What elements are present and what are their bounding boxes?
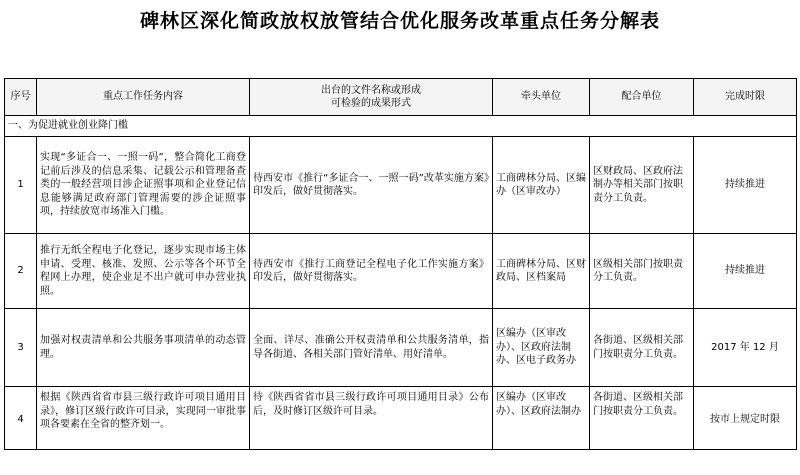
row-cooperate: 各街道、区级相关部门按职责分工负责。 [590,387,694,450]
table-row [5,234,797,309]
row-lead: 工商碑林分局、区编办（区审改办） [493,137,590,234]
row-lead: 区编办（区审改办）、区政府法制办 [493,387,590,450]
row-task: 加强对权责清单和公共服务事项清单的动态管理。 [37,309,250,387]
row-index: 4 [5,387,37,450]
header-row [5,79,797,116]
header-lead: 牵头单位 [493,79,590,116]
row-lead: 工商碑林分局、区财政局、区档案局 [493,234,590,309]
row-deadline: 按市上规定时限 [694,387,797,450]
row-document: 待西安市《推行工商登记全程电子化工作实施方案》印发后，做好贯彻落实。 [250,234,493,309]
row-index: 2 [5,234,37,309]
row-cooperate: 区财政局、区政府法制办等相关部门按职责分工负责。 [590,137,694,234]
row-document: 待《陕西省省市县三级行政许可项目通用目录》公布后，及时修订区级许可目录。 [250,387,493,450]
row-cooperate: 各街道、区级相关部门按职责分工负责。 [590,309,694,387]
row-task: 实现“多证合一、一照一码”，整合简化工商登记前后涉及的信息采集、记载公示和管理备查类的一般经营项目涉企证照事项和企业登记信息能够满足政府部门管理需要的涉企证照事项，持续放宽市场准入门槛。 [37,137,250,234]
row-deadline: 持续推进 [694,234,797,309]
row-deadline: 持续推进 [694,137,797,234]
row-cooperate: 区级相关部门按职责分工负责。 [590,234,694,309]
row-deadline: 2017 年 12 月 [694,309,797,387]
header-index: 序号 [5,79,37,116]
table-row [5,137,797,234]
header-document: 出台的文件名称或形成 可检验的成果形式 [250,79,493,116]
header-task: 重点工作任务内容 [37,79,250,116]
row-index: 1 [5,137,37,234]
row-index: 3 [5,309,37,387]
row-document: 待西安市《推行“多证合一、一照一码”改革实施方案》印发后，做好贯彻落实。 [250,137,493,234]
row-task: 推行无纸全程电子化登记，逐步实现市场主体申请、受理、核准、发照、公示等各个环节全程网上办理，使企业足不出户就可申办营业执照。 [37,234,250,309]
header-deadline: 完成时限 [694,79,797,116]
header-cooperate: 配合单位 [590,79,694,116]
table-row [5,309,797,387]
row-task: 根据《陕西省省市县三级行政许可项目通用目录》，修订区级行政许可目录，实现同一审批事项各要素在全省的整齐划一。 [37,387,250,450]
task-table [4,78,797,450]
row-lead: 区编办（区审改办）、区政府法制办、区电子政务办 [493,309,590,387]
document-title: 碑林区深化简政放权放管结合优化服务改革重点任务分解表 [139,10,660,32]
table-row [5,387,797,450]
row-document: 全面、详尽、准确公开权责清单和公共服务清单，指导各街道、各相关部门管好清单、用好清单。 [250,309,493,387]
section-row [5,116,797,137]
section-heading: 一、为促进就业创业降门槛 [5,116,797,137]
